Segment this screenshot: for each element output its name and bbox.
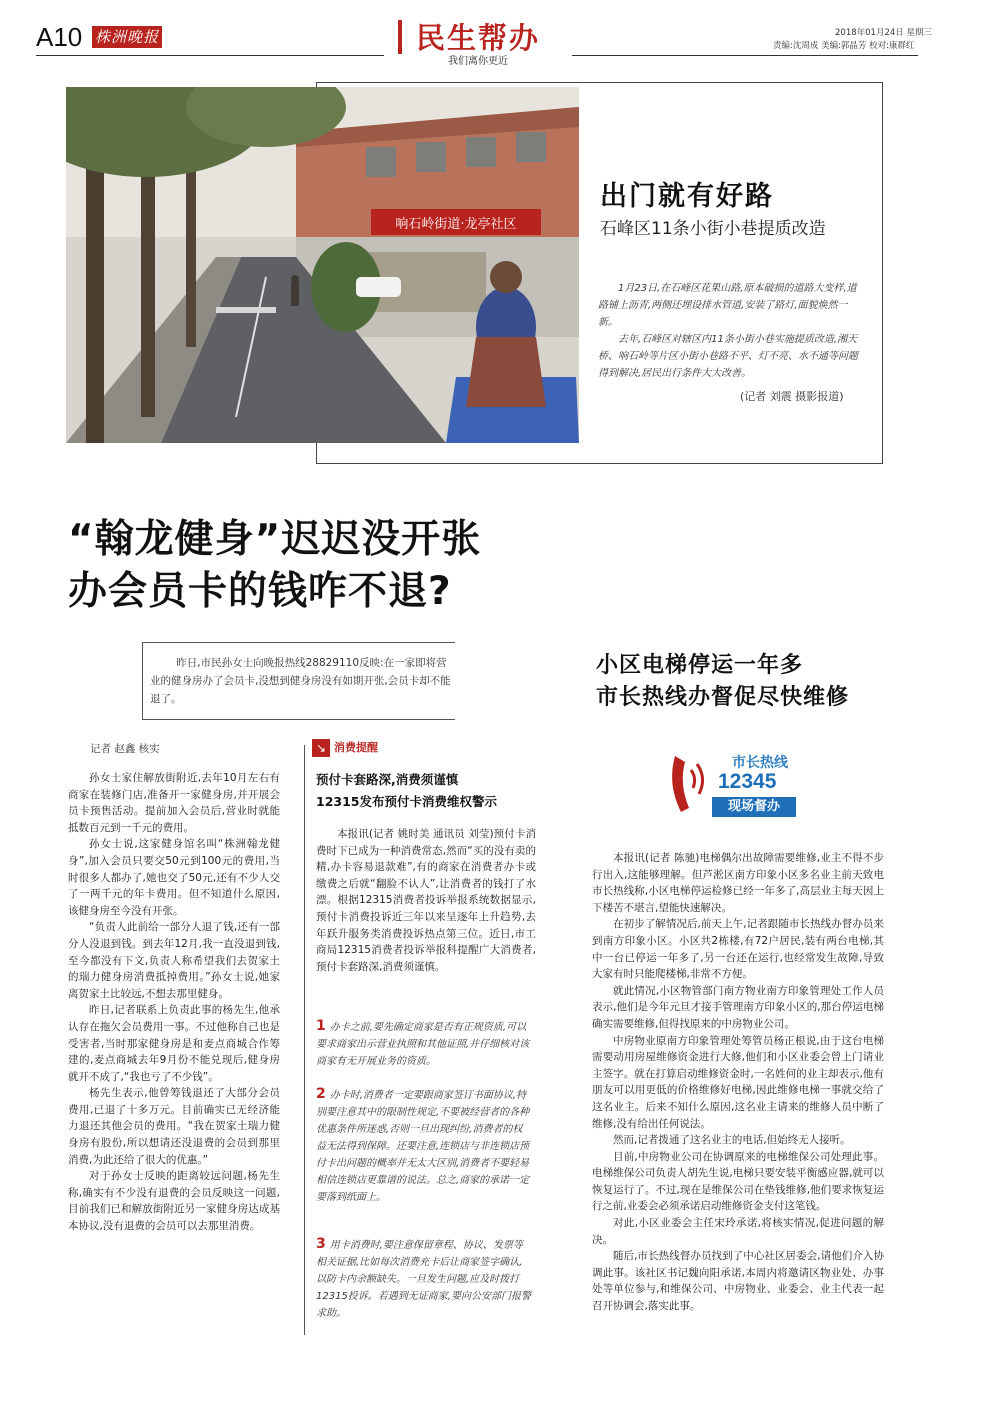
- editors-credit: 责编:沈周成 美编:郭晶芳 校对:康群红: [773, 41, 915, 51]
- lead-body: [68, 770, 280, 1235]
- lead-byline: 记者 赵鑫 核实: [90, 743, 160, 755]
- right-paragraph: 目前,中房物业公司在协调原来的电梯维保公司处理此事。电梯维保公司负责人胡先生说,电梯只要安装平衡感应器,就可以恢复运行了。不过,现在是维保公司在垫钱维修,他们要求恢复运行之前,业委会必须承诺启动维修资金支付这笔钱。: [592, 1150, 884, 1213]
- sidebar-intro-text: 本报讯(记者 姚时美 通讯员 刘莹)预付卡消费时下已成为一种消费常态,然而“买的没有卖的精,办卡容易退款难”,有的商家在消费者办卡或缴费之后就“翻脸不认人”,让消费者的钱打了水漂。根据12315消费者投诉举报系统数据显示,预付卡消费投诉近三年以来呈逐年上升趋势,去年跃升服务类消费投诉热点第三位。近日,市工商局12315消费者投诉举报科提醒广大消费者,预付卡套路深,消费须谨慎。: [316, 828, 536, 973]
- sidebar-tag-label: 消费提醒: [330, 739, 382, 757]
- sidebar-intro: [316, 826, 536, 975]
- right-paragraph: 在初步了解情况后,前天上午,记者跟随市长热线办督办员来到南方印象小区。小区共2栋楼,有72户居民,装有两台电梯,其中一台已停运一年多了,另一台还在运行,也经常发生故障,导致大家有时只能爬楼梯,非常不方便。: [592, 918, 884, 981]
- hotline-name: 市长热线: [732, 755, 788, 771]
- right-body: [592, 850, 884, 1315]
- right-paragraph: 中房物业原南方印象管理处筹管员杨正根说,由于这台电梯需要动用房屋维修资金进行大修,他们和小区业委会曾上门请业主签字。就在打算启动维修资金时,一名姓何的业主却表示,他有朋友可以用更低的价格维修好电梯,因此维修电梯一事就交给了这名业主。后来不知什么原因,这名业主请来的维修人员中断了维修,没有给出任何说法。: [592, 1034, 884, 1130]
- lead-paragraph: “负责人此前给一部分人退了钱,还有一部分人没退到钱。到去年12月,我一直没退到钱,至今都没有下文,负责人称希望我们去贺家土的瑞力健身房消费抵掉费用。”孙女士说,她家离贺家土比较远,不想去那里健身。: [68, 921, 280, 1000]
- sidebar-tip-item: [316, 1236, 532, 1322]
- lead-summary: [150, 654, 452, 708]
- right-paragraph: 对此,小区业委会主任宋玲承诺,将核实情况,促进问题的解决。: [592, 1217, 884, 1246]
- arrow-icon: ↘: [312, 739, 330, 757]
- right-headline-line2: 市长热线办督促尽快维修: [596, 684, 850, 710]
- lead-paragraph: 对于孙女士反映的距离较远问题,杨先生称,确实有不少没有退费的会员反映这一问题,目前我们已和解放街附近另一家健身房达成基本协议,没有退费的会员可以去那里消费。: [68, 1170, 280, 1233]
- right-paragraph: 随后,市长热线督办员找到了中心社区居委会,请他们介入协调此事。该社区书记魏向阳承诺,本周内将邀请区物业处、办事处等单位参与,和维保公司、中房物业、业委会、业主代表一起召开协调会,落实此事。: [592, 1250, 884, 1313]
- street-photo-illustration: [66, 87, 579, 443]
- sidebar-title-line1: 预付卡套路深,消费须谨慎: [316, 772, 459, 787]
- page-number: A10: [36, 22, 83, 52]
- header-rule-right: [572, 55, 918, 56]
- hotline-tag: 现场督办: [712, 797, 796, 817]
- header-rule-left: [36, 55, 384, 56]
- lead-headline-line1: “翰龙健身”迟迟没开张: [68, 517, 482, 562]
- right-paragraph: 本报讯(记者 陈驰)电梯偶尔出故障需要维修,业主不得不步行出入,这能够理解。但芦淞区南方印象小区多名业主前天致电市长热线称,小区电梯停运检修已经一年多了,高层业主每天因上下楼苦不堪言,望能快速解决。: [592, 852, 884, 914]
- lead-paragraph: 杨先生表示,他曾筹钱退还了大部分会员费用,已退了十多万元。目前确实已无经济能力退还其他会员的费用。“我在贺家土瑞力健身房有股份,所以想请还没退费的会员到那里消费,为此还给了很大的优惠。”: [68, 1087, 280, 1166]
- feature-paragraph: 去年,石峰区对辖区内11条小街小巷实施提质改造,湘天桥、响石岭等片区小街小巷路不平、灯不亮、水不通等问题得到解决,居民出行条件大大改善。: [598, 334, 858, 379]
- section-title: 民生帮办: [415, 21, 540, 55]
- section-subtitle: 我们离你更近: [448, 56, 508, 67]
- feature-body: [598, 280, 863, 382]
- phone-icon: [665, 748, 715, 822]
- sidebar-tip-number: 1: [316, 1018, 326, 1034]
- right-headline-line1: 小区电梯停运一年多: [596, 652, 804, 678]
- sidebar-tip-item: [316, 1018, 532, 1070]
- lead-headline-line2: 办会员卡的钱咋不退?: [68, 569, 452, 614]
- feature-headline: 出门就有好路: [600, 181, 774, 212]
- feature-subheadline: 石峰区11条小街小巷提质改造: [600, 219, 826, 239]
- community-sign-text: 响石岭街道·龙亭社区: [395, 217, 517, 232]
- sidebar-tip-text: 用卡消费时,要注意保留章程、协议、发票等相关证据,比如每次消费充卡后让商家签字确认,以防卡内余额缺失。一旦发生问题,应及时拨打12315投诉。若遇到无证商家,要向公安部门报警求助。: [316, 1240, 531, 1319]
- lead-paragraph: 孙女士说,这家健身馆名叫“株洲翰龙健身”,加入会员只要交50元到100元的费用,当时很多人都办了,她也交了50元,还有不少人交了一两千元的年卡费用。但不知道什么原因,该健身房至今没有开张。: [68, 838, 280, 917]
- hotline-number: 12345: [718, 770, 777, 793]
- sidebar-tip-text: 办卡之前,要先确定商家是否有正规资质,可以要求商家出示营业执照和其他证照,并仔细核对该商家有无开展业务的资质。: [316, 1022, 530, 1067]
- right-paragraph: 就此情况,小区物管部门南方物业南方印象管理处工作人员表示,他们是今年元旦才接手管理南方印象小区的,那台停运电梯确实需要维修,但得找原来的中房物业公司。: [592, 984, 884, 1030]
- feature-paragraph: 1月23日,在石峰区花果山路,原本破损的道路大变样,道路铺上沥青,两侧还埋设排水管道,安装了路灯,面貌焕然一新。: [598, 283, 857, 328]
- issue-date: 2018年01月24日 星期三: [835, 28, 932, 38]
- sidebar-tip-text: 办卡时,消费者一定要跟商家签订书面协议,特别要注意其中的限制性规定,不要被经营者的各种优惠条件所迷惑,否则一旦出现纠纷,消费者的权益无法得到保障。还要注意,连锁店与非连锁店预付卡出问题的概率并无太大区别,消费者不要轻易相信连锁店更靠谱的说法。总之,商家的承诺一定要落到纸面上。: [316, 1090, 530, 1203]
- lead-paragraph: 昨日,记者联系上负责此事的杨先生,他承认存在拖欠会员费用一事。不过他称自己也是受害者,当时那家健身房是和麦点商城合作筹建的,麦点商城去年9月份不能兑现后,健身房就开不成了,“我也亏了不少钱”。: [68, 1004, 280, 1083]
- section-accent-bar: [398, 20, 402, 54]
- feature-credit: (记者 刘震 摄影报道): [740, 390, 844, 403]
- street-photo: [66, 87, 579, 443]
- sidebar-tag: [312, 739, 382, 757]
- sidebar-tip-number: 2: [316, 1086, 326, 1102]
- masthead-logo: 株洲晚报: [92, 26, 162, 48]
- right-paragraph: 然而,记者拨通了这名业主的电话,但始终无人接听。: [613, 1134, 851, 1147]
- sidebar-tip-item: [316, 1086, 532, 1206]
- sidebar-title-line2: 12315发布预付卡消费维权警示: [316, 794, 497, 809]
- lead-paragraph: 孙女士家住解放街附近,去年10月左右有商家在装修门店,准备开一家健身房,并开展会员卡预售活动。提前加入会员后,营业时就能抵数百元到一千元的费用。: [68, 772, 280, 834]
- sidebar-tip-number: 3: [316, 1236, 326, 1252]
- lead-summary-text: 昨日,市民孙女士向晚报热线28829110反映:在一家即将营业的健身房办了会员卡,没想到健身房没有如期开张,会员卡却不能退了。: [150, 657, 451, 705]
